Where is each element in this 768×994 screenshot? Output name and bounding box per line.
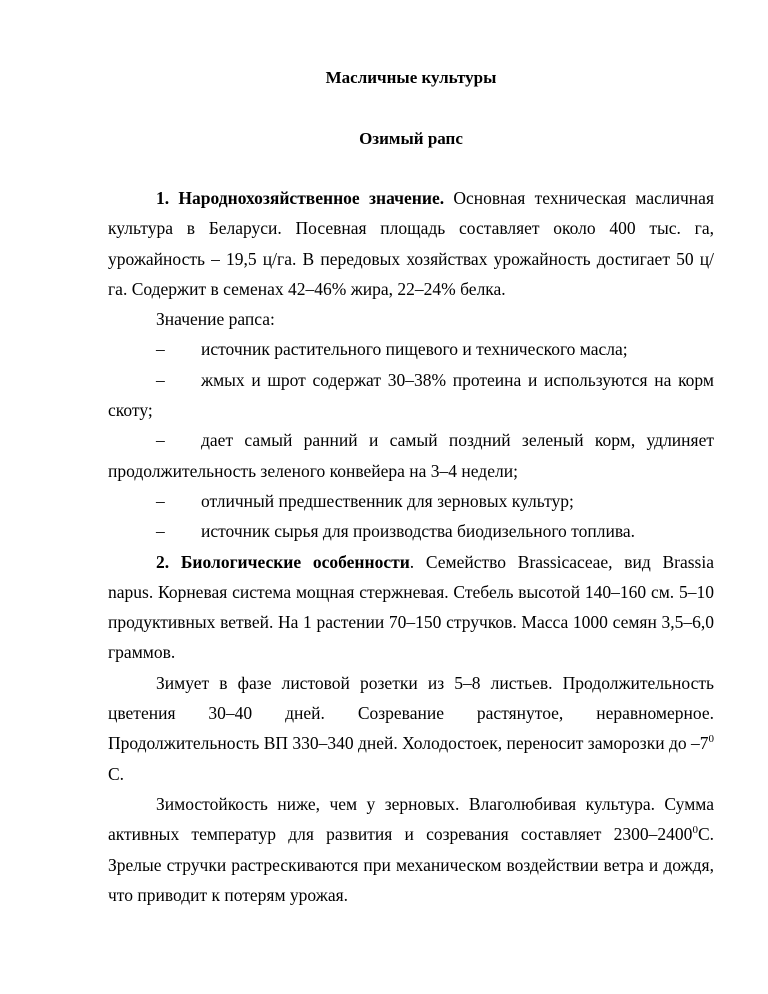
bullet-dash: –: [156, 430, 165, 451]
bullet-dash: –: [156, 369, 165, 390]
paragraph-3: Зимует в фазе листовой розетки из 5–8 листьев. Продолжительность цветения 30–40 дней. Созревание растянутое, неравномерное. Продолжительность ВП 330–340 дней. Холодостоек, переносит заморозки до $-7^0$ С.: [108, 672, 714, 784]
section-1-heading: 1. Народнохозяйственное значение.: [156, 188, 445, 208]
bullet-item-2: – жмых и шрот содержат 30–38% протеина и используются на корм скоту;: [108, 365, 714, 426]
bullet-item-4: [108, 486, 714, 516]
bullet-dash: –: [156, 490, 165, 511]
document-body: [108, 183, 714, 910]
bullet-text: источник растительного пищевого и технического масла;: [201, 339, 628, 360]
bullet-item-3: – дает самый ранний и самый поздний зеленый корм, удлиняет продолжительность зеленого конвейера на 3–4 недели;: [108, 425, 714, 486]
bullet-item-5: [108, 516, 714, 546]
page-subtitle: Озимый рапс: [359, 129, 463, 148]
bullet-item-1: [108, 334, 714, 364]
section-2-text: . Семейство Brassicaceae, вид Brassia napus. Корневая система мощная стержневая. Стебель высотой 140–160 см. 5–10 продуктивных ветвей. На 1 растении 70–150 стручков. Масса 1000 семян 3,5–6,0 граммов.: [108, 551, 714, 663]
bullet-text: источник сырья для производства биодизельного топлива.: [201, 521, 635, 542]
paragraph-4: Зимостойкость ниже, чем у зерновых. Влаголюбивая культура. Сумма активных температур для развития и созревания составляет 2300–2400$^0$С. Зрелые стручки растрескиваются при механическом воздействии ветра и дождя, что приводит к потерям урожая.: [108, 793, 714, 905]
bullet-dash: –: [156, 339, 165, 360]
page-title: Масличные культуры: [325, 68, 497, 87]
bullet-text: отличный предшественник для зерновых культур;: [201, 490, 574, 511]
section-2-heading: 2. Биологические особенности: [156, 551, 410, 572]
value-intro: Значение рапса:: [156, 309, 275, 330]
section-2-paragraph: [108, 547, 714, 668]
section-1-paragraph: [108, 183, 714, 304]
bullet-dash: –: [156, 521, 165, 542]
section-1-text: Основная техническая масличная культура в Беларуси. Посевная площадь составляет около 400 тыс. га, урожайность – 19,5 ц/га. В передовых хозяйствах урожайность достигает 50 ц/га. Содержит в семенах 42–46% жира, 22–24% белка.: [108, 188, 714, 299]
